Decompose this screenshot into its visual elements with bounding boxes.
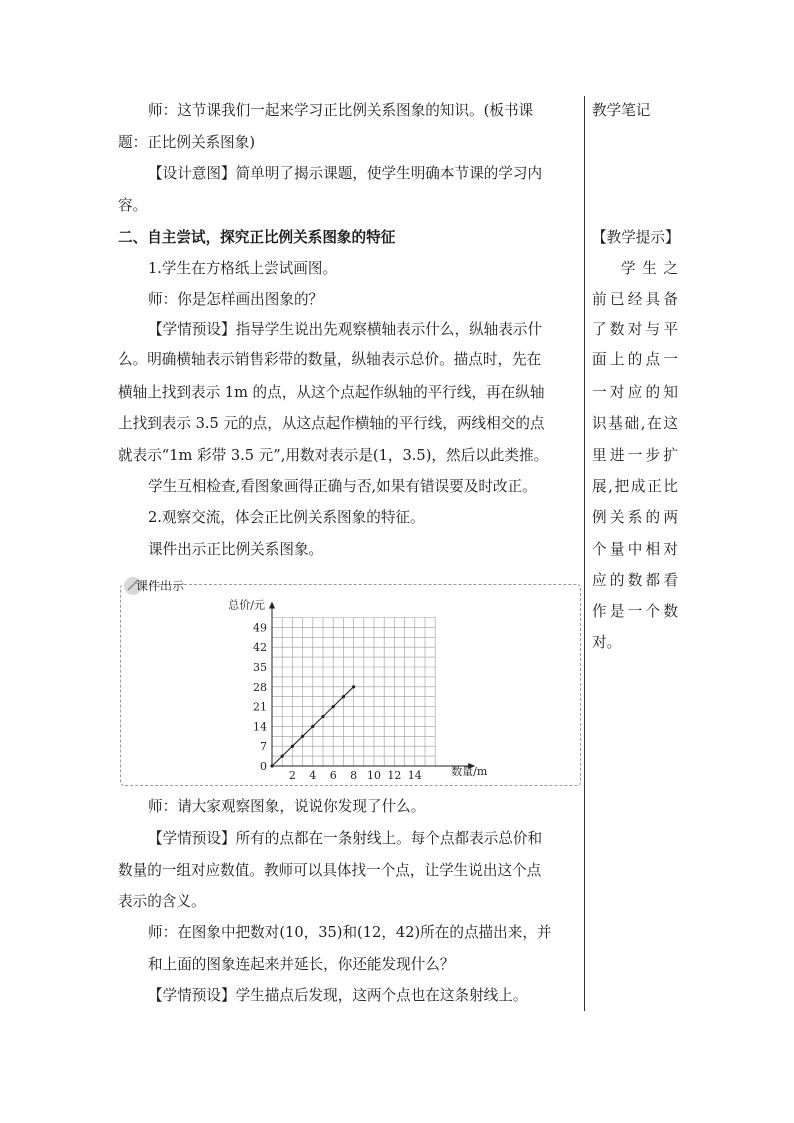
text-line: 容。 — [118, 197, 148, 214]
data-point — [270, 764, 273, 767]
tip-line: 应的数都看 — [592, 572, 678, 589]
text-line: 师：这节课我们一起来学习正比例关系图象的知识。(板书课 — [148, 102, 534, 119]
data-point — [311, 725, 314, 728]
x-tick-label: 12 — [387, 769, 402, 782]
data-point — [301, 735, 304, 738]
tip-line: 对。 — [592, 634, 622, 651]
tip-line: 前已经具备 — [592, 291, 678, 308]
text-line: 就表示“1m 彩带 3.5 元”,用数对表示是(1，3.5)，然后以此类推。 — [118, 447, 549, 464]
text-line: 题：正比例关系图象) — [118, 134, 256, 151]
x-tick-label: 10 — [367, 769, 381, 782]
text-line: 师：请大家观察图象，说说你发现了什么。 — [148, 798, 426, 815]
text-line: 上找到表示 3.5 元的点，从这点起作横轴的平行线，两线相交的点 — [118, 415, 545, 432]
y-tick-label: 0 — [260, 760, 267, 773]
text-line: 课件出示正比例关系图象。 — [148, 541, 324, 558]
text-line: 表示的含义。 — [118, 893, 206, 910]
x-tick-label: 6 — [329, 769, 337, 782]
text-line: 【学情预设】学生描点后发现，这两个点也在这条射线上。 — [148, 987, 528, 1004]
margin-divider — [584, 96, 585, 1011]
y-tick-label: 42 — [253, 641, 267, 655]
x-tick-label: 4 — [309, 769, 317, 782]
chart-axes — [269, 602, 475, 770]
y-tick-label: 35 — [253, 661, 267, 674]
section-heading: 二、自主尝试，探究正比例关系图象的特征 — [118, 229, 396, 246]
data-point — [291, 745, 294, 748]
tip-line: 个量中相对 — [592, 541, 678, 558]
data-point — [321, 715, 324, 718]
data-point — [332, 705, 335, 708]
x-tick-label: 2 — [288, 769, 296, 782]
data-point — [352, 685, 355, 688]
y-axis-arrow — [269, 602, 275, 609]
data-point — [342, 695, 345, 698]
proportion-chart — [120, 585, 580, 783]
tip-line: 作是一个数 — [592, 603, 678, 620]
text-line: 【设计意图】简单明了揭示课题，使学生明确本节课的学习内 — [148, 165, 543, 182]
chart-grid — [272, 618, 435, 767]
text-line: 和上面的图象连起来并延长，你还能发现什么？ — [148, 956, 455, 973]
tip-line: 识基础,在这 — [592, 415, 678, 432]
y-tick-label: 49 — [253, 621, 267, 635]
tip-line: 一对应的知 — [592, 384, 678, 401]
tip-line: 学生之 — [621, 260, 678, 277]
text-line: 1.学生在方格纸上尝试画图。 — [148, 260, 338, 277]
y-tick-label: 28 — [253, 680, 267, 694]
courseware-label: 课件出示 — [136, 579, 185, 593]
notes-title: 教学笔记 — [592, 102, 651, 119]
text-line: 数量的一组对应数值。教师可以具体找一个点，让学生说出这个点 — [118, 862, 542, 879]
y-axis-label: 总价/元 — [228, 598, 265, 612]
text-line: 师：你是怎样画出图象的？ — [148, 291, 324, 308]
x-tick-label: 14 — [407, 769, 422, 782]
text-line: 【学情预设】所有的点都在一条射线上。每个点都表示总价和 — [148, 830, 543, 847]
text-line: 么。明确横轴表示销售彩带的数量，纵轴表示总价。描点时，先在 — [118, 351, 542, 368]
text-line: 学生互相检查,看图象画得正确与否,如果有错误要及时改正。 — [148, 478, 537, 495]
tip-line: 了数对与平 — [592, 321, 678, 338]
text-line: 师：在图象中把数对(10，35)和(12，42)所在的点描出来，并 — [148, 924, 552, 941]
text-line: 2.观察交流，体会正比例关系图象的特征。 — [148, 509, 425, 526]
text-line: 横轴上找到表示 1m 的点，从这个点起作纵轴的平行线，再在纵轴 — [118, 384, 545, 401]
y-tick-label: 21 — [253, 700, 267, 714]
y-tick-label: 14 — [253, 720, 267, 734]
tip-title: 【教学提示】 — [592, 229, 680, 246]
x-tick-label: 8 — [350, 769, 358, 782]
text-line: 【学情预设】指导学生说出先观察横轴表示什么，纵轴表示什 — [148, 321, 543, 338]
y-tick-label: 7 — [260, 740, 267, 754]
tip-line: 面上的点一 — [592, 351, 678, 368]
x-axis-label: 数量/m — [451, 765, 488, 778]
chart-ticks — [228, 599, 488, 783]
tip-line: 展,把成正比 — [592, 478, 678, 495]
data-point — [281, 755, 284, 758]
tip-line: 里进一步扩 — [592, 447, 678, 464]
tip-line: 例关系的两 — [592, 509, 678, 526]
